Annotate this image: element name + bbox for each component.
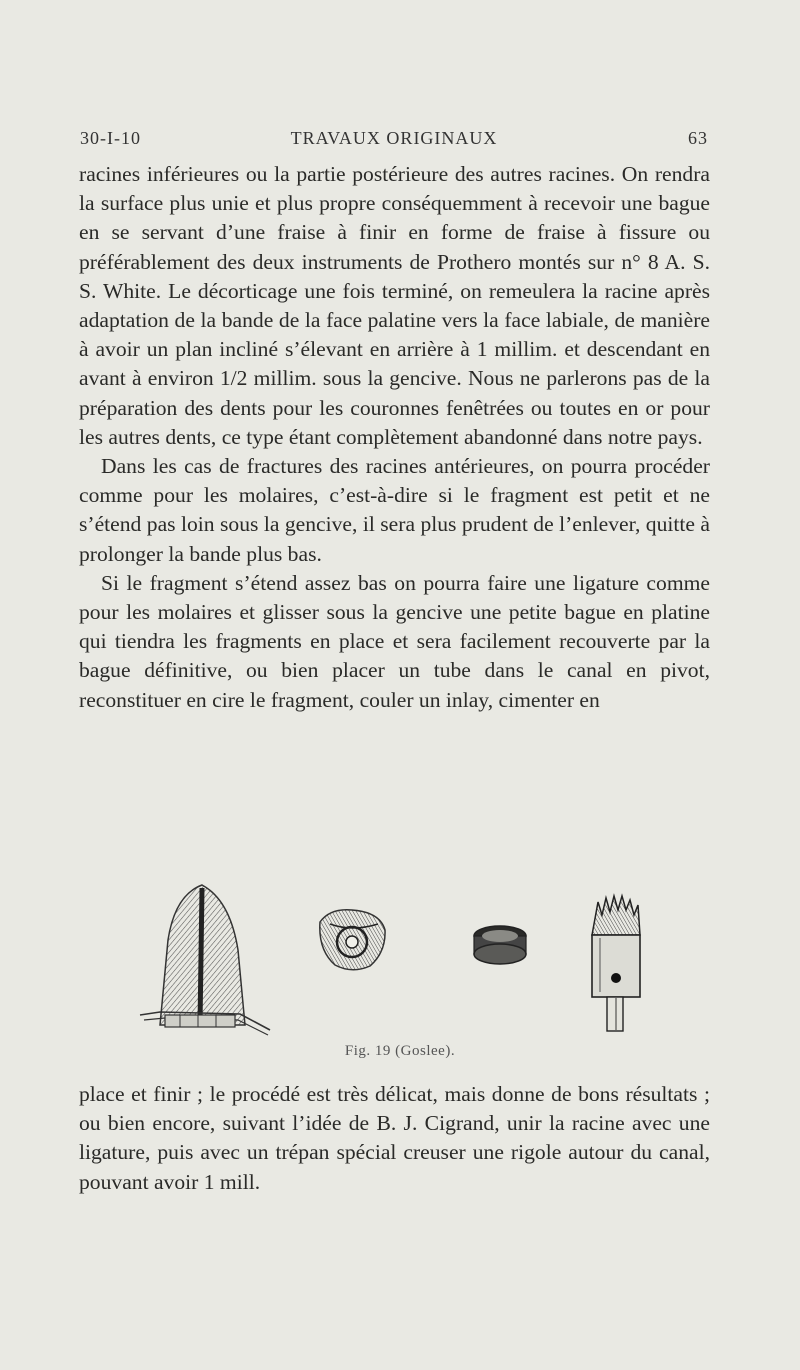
header-date: 30-I-10 — [80, 128, 141, 148]
header-title: TRAVAUX ORIGINAUX — [290, 128, 498, 148]
dental-illustration — [130, 880, 670, 1040]
page-number: 63 — [688, 128, 708, 148]
body-text-top — [79, 160, 710, 715]
root-ligature-drawing — [140, 885, 270, 1035]
paragraph-2: Dans les cas de fractures des racines antérieures, on pourra procéder comme pour les molaires, c’est-à-dire si le fragment est petit et ne s’étend pas loin sous la gencive, il sera plus prudent de l’enlever, quitte à prolonger la bande plus bas. — [79, 454, 710, 566]
paragraph-4: place et finir ; le procédé est très délicat, mais donne de bons résultats ; ou bien encore, suivant l’idée de B. J. Cigrand, unir la racine avec une ligature, puis avec un trépan spécial creuser une rigole autour du canal, pouvant avoir 1 mill. — [79, 1082, 710, 1194]
figure-19 — [130, 880, 670, 1040]
root-section-drawing — [320, 910, 385, 970]
figure-caption: Fig. 19 (Goslee). — [344, 1043, 456, 1059]
paragraph-3: Si le fragment s’étend assez bas on pourra faire une ligature comme pour les molaires et glisser sous la gencive une petite bague en platine qui tiendra les fragments en place et sera facilement recouverte par la bague définitive, ou bien placer un tube dans le canal en pivot, reconstituer en cire le fragment, couler un inlay, cimenter en — [79, 570, 710, 712]
body-text-bottom — [79, 1080, 710, 1197]
trephine-drawing — [592, 896, 640, 1031]
paragraph-1: racines inférieures ou la partie postérieure des autres racines. On rendra la surface plus unie et plus propre conséquemment à recevoir une bague en se servant d’une fraise à finir en forme de fraise à fissure ou préférablement des deux instruments de Prothero montés sur n° 8 A. S. S. White. Le décorticage une fois terminé, on remeulera la racine après adaptation de la bande de la face palatine vers la face labiale, de manière à avoir un plan incliné s’élevant en arrière à 1 millim. et descendant en avant à environ 1/2 millim. sous la gencive. Nous ne parlerons pas de la préparation des dents pour les couronnes fenêtrées ou toutes en or pour les autres dents, ce type étant complètement abandonné dans notre pays. — [79, 162, 710, 449]
platinum-ring-drawing — [474, 926, 526, 964]
running-header — [80, 128, 708, 154]
